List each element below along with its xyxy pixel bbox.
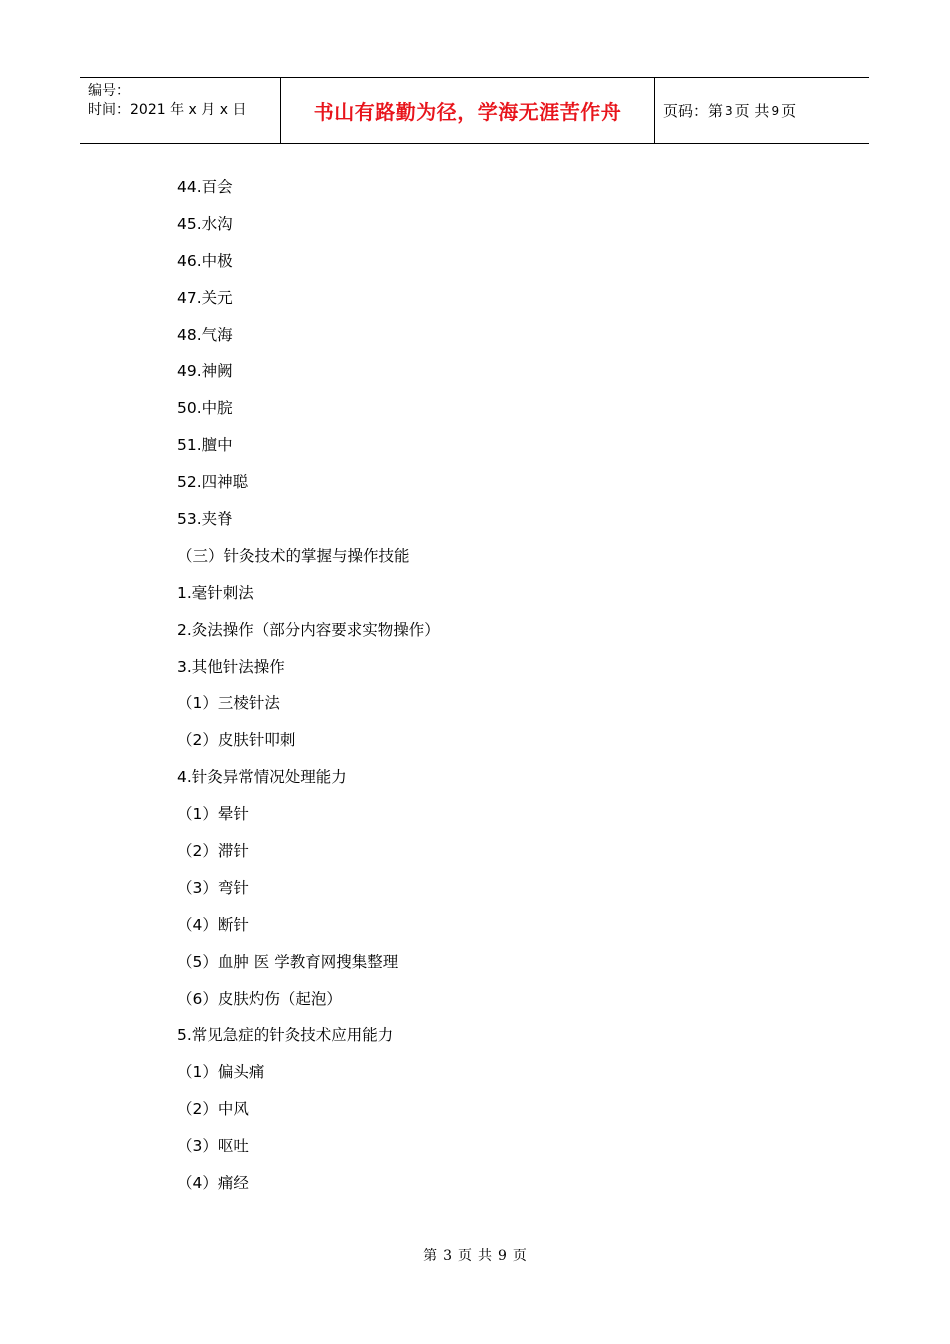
list-item: （1）偏头痛 (177, 1063, 265, 1082)
list-item: 4.针灸异常情况处理能力 (177, 768, 347, 787)
footer-page-current: 3 (443, 1248, 452, 1264)
footer-di: 第 (423, 1248, 438, 1264)
list-item: 50.中脘 (177, 399, 233, 418)
footer-page-total: 9 (498, 1248, 507, 1264)
document-body (177, 175, 817, 1208)
list-item: 45.水沟 (177, 214, 233, 233)
list-item: 48.气海 (177, 325, 233, 344)
list-item: （2）皮肤针叩刺 (177, 731, 296, 750)
list-item: （5）血肿 医 学教育网搜集整理 (177, 952, 399, 971)
list-item: 47.关元 (177, 288, 233, 307)
list-item: 2.灸法操作（部分内容要求实物操作） (177, 620, 440, 639)
list-item: （2）中风 (177, 1100, 249, 1119)
list-item: 49.神阙 (177, 362, 233, 381)
page-current: 3 (725, 103, 733, 118)
list-item: （4）痛经 (177, 1174, 249, 1193)
list-item: 44.百会 (177, 178, 233, 196)
footer-ye: 页 (458, 1248, 472, 1264)
list-item: （2）滞针 (177, 842, 249, 861)
page-footer (0, 1245, 950, 1265)
page-suffix: 页 (781, 102, 797, 120)
footer-ye-end: 页 (512, 1248, 527, 1264)
list-item: （1）晕针 (177, 805, 249, 824)
list-item: 52.四神聪 (177, 473, 249, 492)
header-page-indicator (655, 78, 869, 143)
list-item: 1.毫针刺法 (177, 583, 254, 602)
list-item: （3）呕吐 (177, 1137, 249, 1156)
list-item: 5.常见急症的针灸技术应用能力 (177, 1026, 394, 1045)
page-total: 9 (771, 103, 780, 118)
document-time-label: 时间：2021 年 x 月 x 日 (88, 102, 247, 118)
list-item: （3）弯针 (177, 878, 249, 897)
page-prefix: 页码：第 (663, 102, 724, 120)
header-meta (80, 78, 281, 143)
list-item: 46.中极 (177, 251, 233, 270)
list-item: （1）三棱针法 (177, 694, 280, 713)
list-item: 53.夹脊 (177, 510, 233, 529)
list-item: 3.其他针法操作 (177, 657, 285, 676)
footer-gong: 共 (478, 1248, 492, 1264)
page-header (80, 77, 869, 144)
list-item: 51.膻中 (177, 436, 233, 455)
list-item: （4）断针 (177, 915, 249, 934)
document-number-label: 编号： (88, 83, 130, 99)
header-motto: 书山有路勤为径，学海无涯苦作舟 (281, 78, 655, 143)
list-item: （6）皮肤灼伤（起泡） (177, 989, 342, 1008)
page-mid: 页 共 (734, 102, 770, 120)
section-heading: （三）针灸技术的掌握与操作技能 (177, 546, 410, 565)
